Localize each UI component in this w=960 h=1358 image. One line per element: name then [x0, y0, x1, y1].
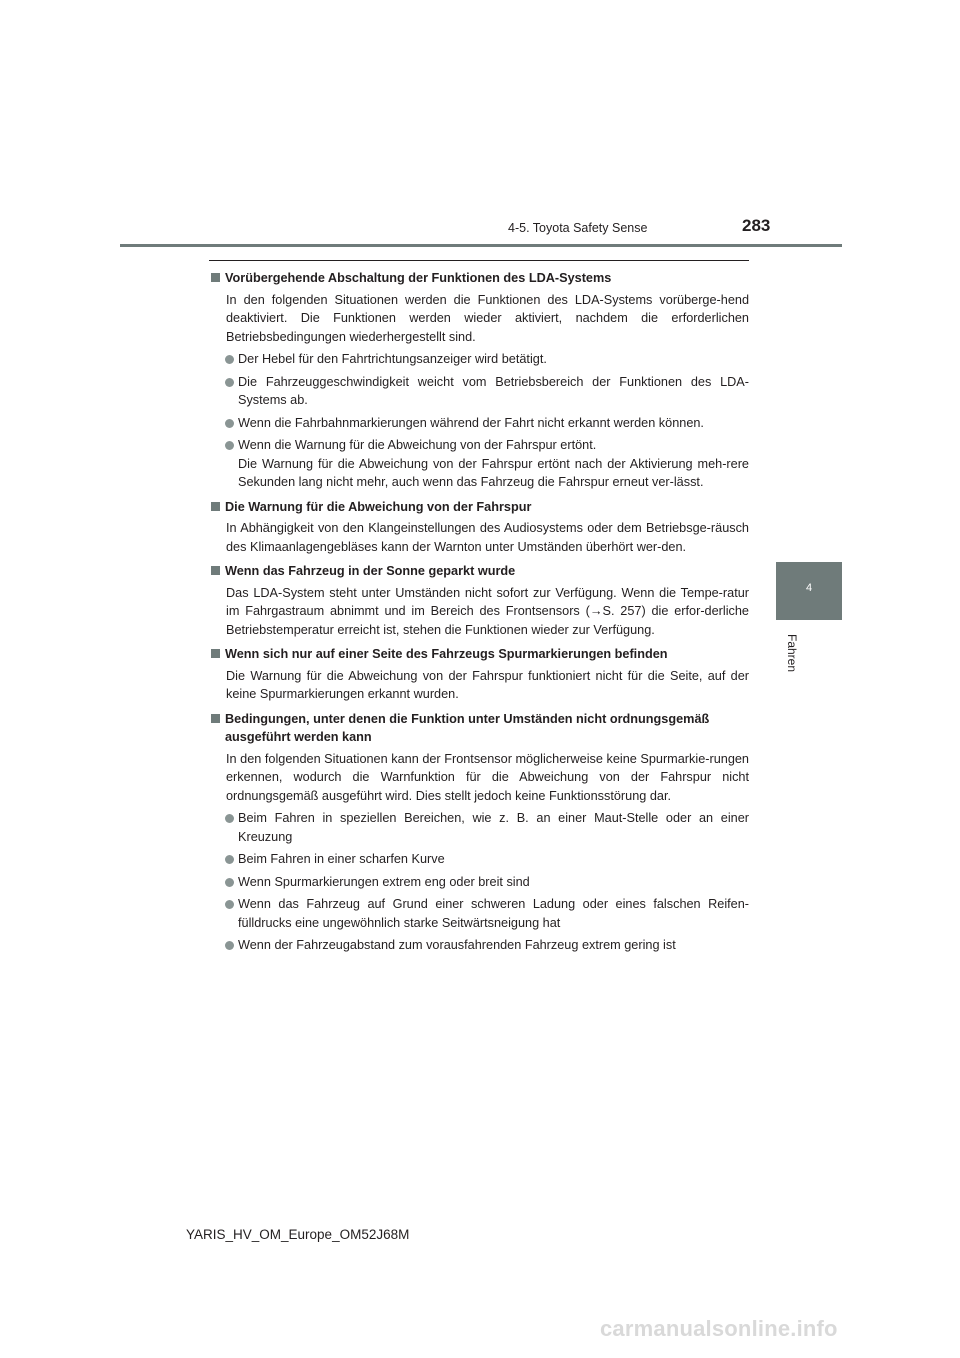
content-top-rule [209, 260, 749, 261]
list-item [211, 436, 749, 492]
section-text: In Abhängigkeit von den Klangeinstellungen des Audiosystems oder dem Betriebsge-räusch des Klimaanlagengebläses kann der Warnton unter Umständen überhört wer-den. [226, 521, 749, 554]
chapter-label-text: Fahren [785, 633, 799, 673]
circle-bullet-icon [225, 355, 234, 364]
list-item-text: Wenn die Fahrbahnmarkierungen während der Fahrt nicht erkannt werden können. [238, 415, 704, 430]
list-item [211, 414, 749, 433]
section-heading [211, 710, 749, 747]
square-bullet-icon [211, 566, 220, 575]
section-text-part: ) die erfor-derliche Betriebstemperatur erreicht ist, stehen die Funktionen wieder zur Verfügung. [226, 604, 749, 637]
square-bullet-icon [211, 502, 220, 511]
list-item-continuation: Die Warnung für die Abweichung von der Fahrspur ertönt nach der Aktivierung meh-rere Sekunden lang nicht mehr, auch wenn das Fahrzeug die Fahrspur erneut ver-lässt. [238, 456, 749, 489]
section-heading [211, 645, 749, 664]
list-item [211, 936, 749, 955]
list-item-text: Wenn das Fahrzeug auf Grund einer schweren Ladung oder eines falschen Reifen-fülldrucks eine ungewöhnlich starke Seitwärtsneigung hat [238, 897, 749, 930]
section-heading-text: Die Warnung für die Abweichung von der Fahrspur [225, 499, 532, 514]
header-rule [120, 244, 842, 247]
page-reference-link[interactable]: S. 257 [602, 604, 642, 618]
page-ref-arrow-icon: → [589, 604, 603, 618]
list-item-text: Wenn Spurmarkierungen extrem eng oder breit sind [238, 874, 530, 889]
header-section-title: 4-5. Toyota Safety Sense [508, 221, 648, 235]
list-item-text: Beim Fahren in einer scharfen Kurve [238, 852, 445, 866]
watermark: carmanualsonline.info [600, 1316, 838, 1341]
section-text [211, 584, 749, 640]
section-heading [211, 269, 749, 288]
section-heading-text: Wenn das Fahrzeug in der Sonne geparkt wurde [225, 564, 516, 578]
list-item-text: Beim Fahren in speziellen Bereichen, wie z. B. an einer Maut-Stelle oder an einer Kreuzung [238, 811, 749, 844]
list-item [211, 895, 749, 932]
list-item [211, 350, 749, 369]
square-bullet-icon [211, 714, 220, 723]
main-content [211, 269, 749, 959]
section-text: Die Warnung für die Abweichung von der Fahrspur funktioniert nicht für die Seite, auf der keine Spurmarkierungen erkannt wurden. [226, 668, 749, 701]
section-heading [211, 562, 749, 581]
circle-bullet-icon [225, 814, 234, 823]
footer-doc-id: YARIS_HV_OM_Europe_OM52J68M [186, 1227, 410, 1242]
list-item [211, 373, 749, 410]
circle-bullet-icon [225, 941, 234, 950]
section-text: In den folgenden Situationen kann der Frontsensor möglicherweise keine Spurmarkie-rungen erkennen, wodurch die Warnfunktion für die Abweichung von der Fahrspur nicht ordnungsgemäß ausgeführt wird. Dies stellt jedoch keine Funktionsstörung dar. [226, 751, 749, 803]
circle-bullet-icon [225, 419, 234, 428]
page-number: 283 [742, 216, 771, 235]
square-bullet-icon [211, 273, 220, 282]
section-text-part: Das LDA-System steht unter Umständen nicht sofort zur Verfügung. Wenn die Tempe-ratur im Fahrgastraum abnimmt und im Bereich des Frontsensors ( [226, 585, 749, 618]
section-text: In den folgenden Situationen werden die Funktionen des LDA-Systems vorüberge-hend deaktiviert. Die Funktionen werden wieder aktiviert, nachdem die erforderlichen Betriebsbedingungen wiederhergestellt sind. [226, 292, 749, 344]
list-item-text: Der Hebel für den Fahrtrichtungsanzeiger wird betätigt. [238, 352, 547, 366]
circle-bullet-icon [225, 900, 234, 909]
chapter-label [782, 630, 802, 676]
list-item-text: Die Fahrzeuggeschwindigkeit weicht vom Betriebsbereich der Funktionen des LDA-Systems ab. [238, 374, 749, 407]
chapter-tab [776, 562, 842, 620]
section-heading-text: Vorübergehende Abschaltung der Funktionen des LDA-Systems [225, 271, 612, 285]
circle-bullet-icon [225, 855, 234, 864]
list-item-text: Wenn die Warnung für die Abweichung von der Fahrspur ertönt. [238, 438, 597, 452]
section-heading [211, 498, 749, 517]
section-heading-text: Bedingungen, unter denen die Funktion unter Umständen nicht ordnungsgemäß ausgeführt werden kann [225, 711, 710, 744]
list-item [211, 850, 749, 869]
list-item-text: Wenn der Fahrzeugabstand zum vorausfahrenden Fahrzeug extrem gering ist [238, 938, 676, 952]
circle-bullet-icon [225, 878, 234, 887]
list-item [211, 809, 749, 846]
circle-bullet-icon [225, 441, 234, 450]
square-bullet-icon [211, 649, 220, 658]
list-item [211, 873, 749, 892]
circle-bullet-icon [225, 378, 234, 387]
chapter-tab-number: 4 [805, 582, 813, 594]
section-heading-text: Wenn sich nur auf einer Seite des Fahrzeugs Spurmarkierungen befinden [225, 647, 668, 661]
